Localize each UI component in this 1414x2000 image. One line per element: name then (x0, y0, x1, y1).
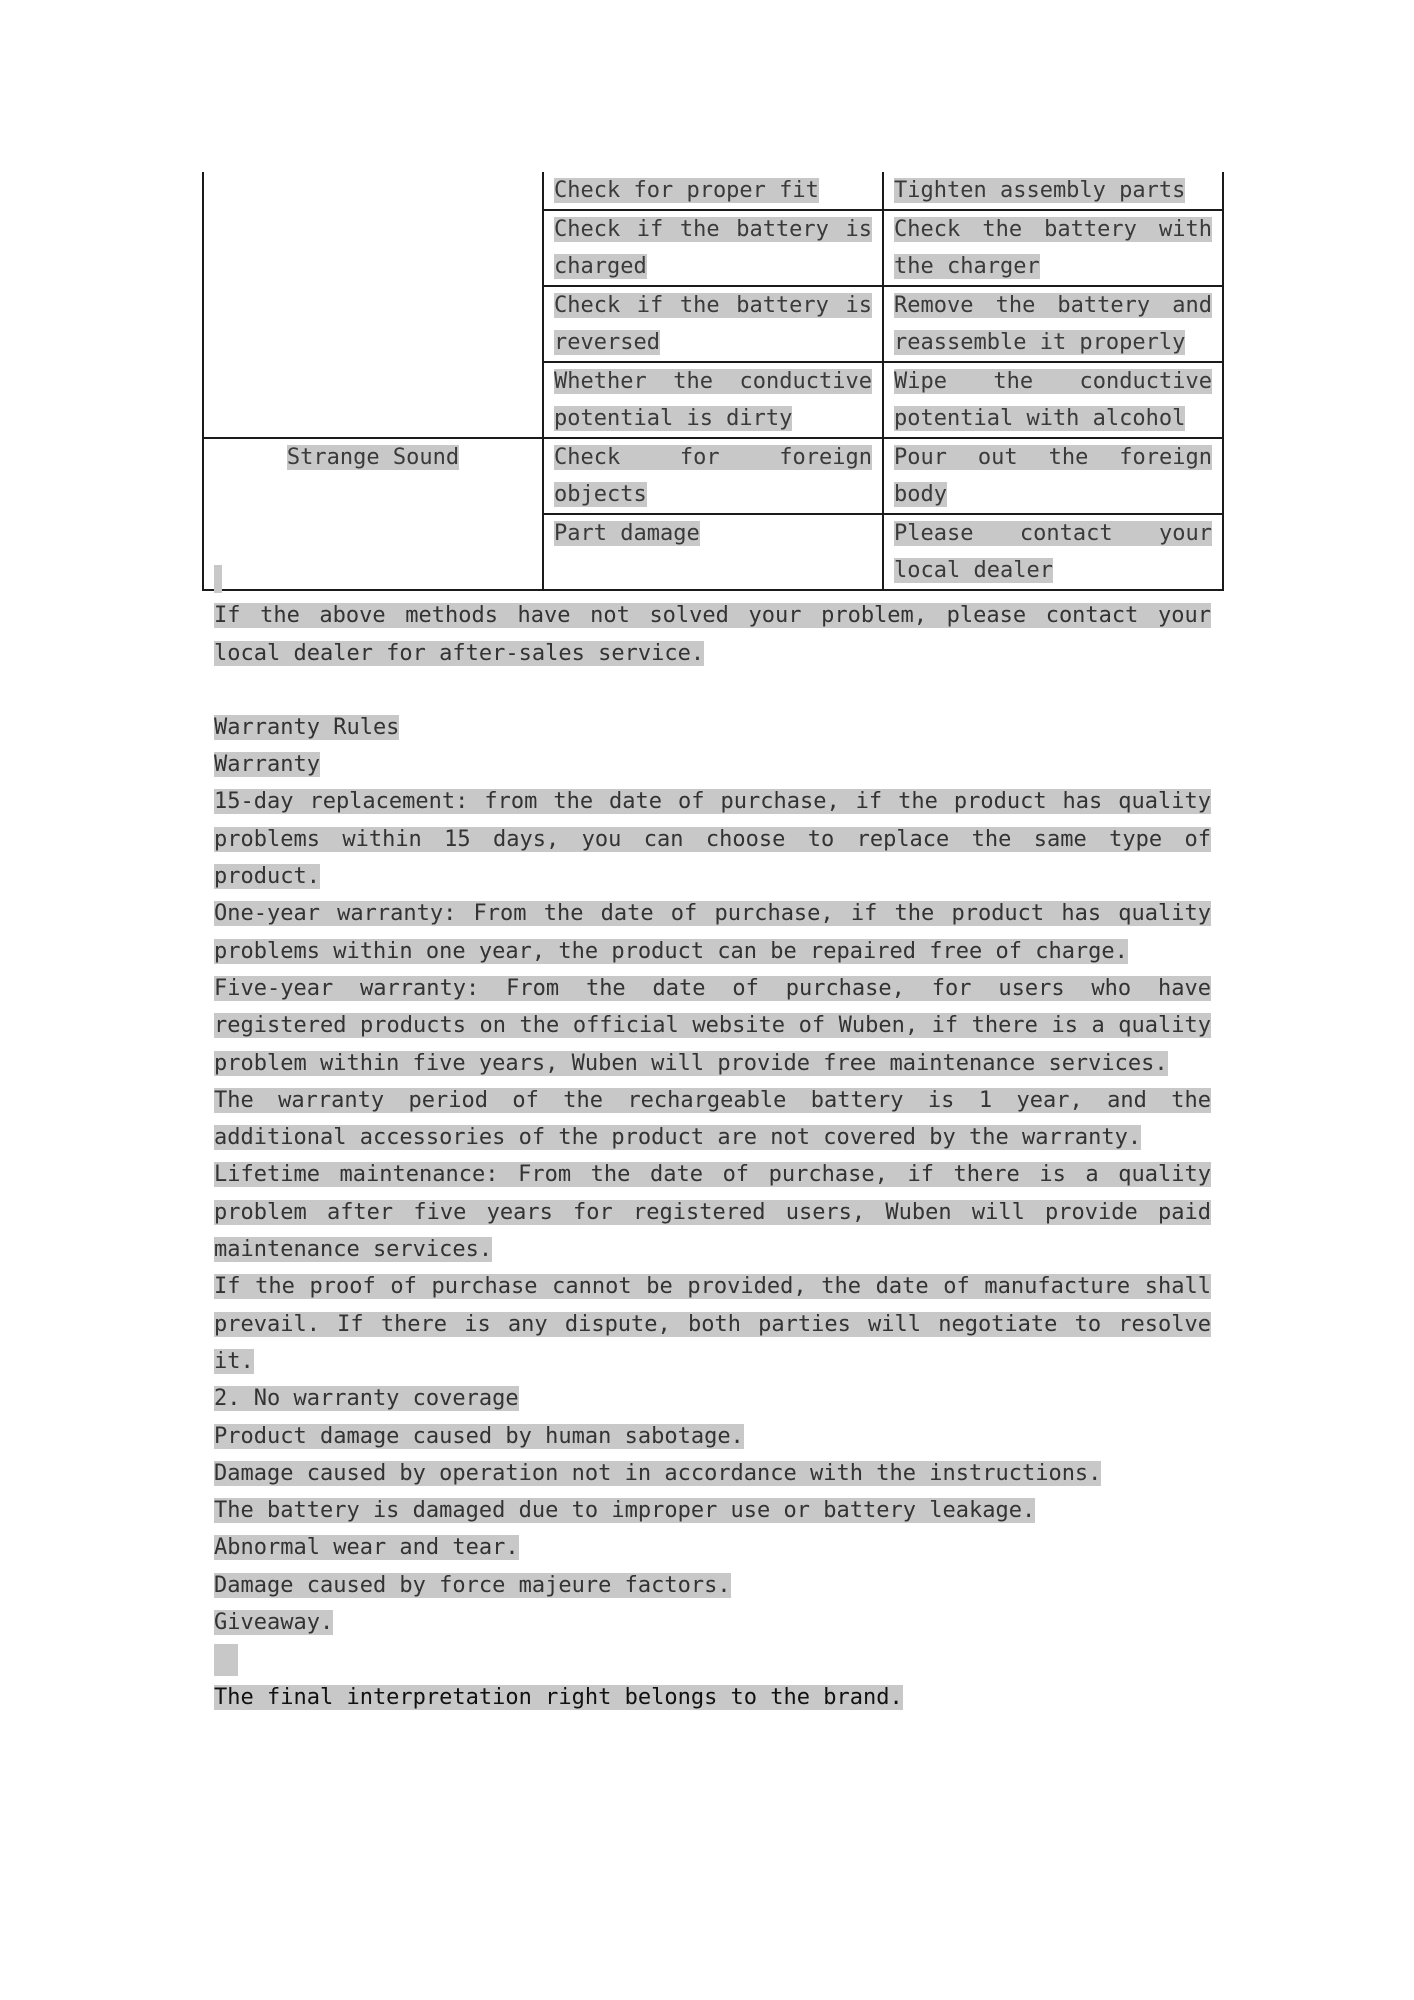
warranty-paragraph: 15-day replacement: from the date of purchase, if the product has quality problems within 15 days, you can choose to replace the same type of product. (214, 789, 1211, 890)
solution-cell: Tighten assembly parts (883, 172, 1223, 210)
warranty-paragraph: Lifetime maintenance: From the date of purchase, if there is a quality problem after five years for registered users, Wuben will provide paid maintenance services. (214, 1162, 1211, 1263)
table-row (203, 172, 1223, 210)
empty-highlight (214, 565, 222, 593)
warranty-paragraph: The warranty period of the rechargeable battery is 1 year, and the additional accessories of the product are not covered by the warranty. (214, 1087, 1211, 1151)
solution-cell: Check the battery with the charger (883, 210, 1223, 286)
problem-cell (203, 210, 543, 286)
list-item: The battery is damaged due to improper use or battery leakage. (214, 1498, 1036, 1524)
solution-cell: Please contact your local dealer (883, 514, 1223, 590)
table-row (203, 362, 1223, 438)
check-cell: Check for foreign objects (543, 438, 883, 514)
warranty-subtitle: Warranty (214, 752, 320, 778)
list-item: Damage caused by force majeure factors. (214, 1572, 731, 1598)
warranty-section-title: Warranty Rules (214, 714, 400, 740)
list-item: Abnormal wear and tear. (214, 1535, 519, 1561)
warranty-paragraph: One-year warranty: From the date of purchase, if the product has quality problems within one year, the product can be repaired free of charge. (214, 901, 1211, 964)
check-cell: Whether the conductive potential is dirty (543, 362, 883, 438)
problem-cell-strange-sound: Strange Sound (203, 438, 543, 514)
final-note: The final interpretation right belongs to the brand. (214, 1684, 903, 1710)
solution-cell: Pour out the foreign body (883, 438, 1223, 514)
list-item: Damage caused by operation not in accordance with the instructions. (214, 1460, 1102, 1486)
solution-cell: Remove the battery and reassemble it properly (883, 286, 1223, 362)
text-cursor-line (214, 560, 1211, 597)
problem-cell (203, 286, 543, 362)
empty-line (214, 1641, 1211, 1678)
check-cell: Check for proper fit (543, 172, 883, 210)
problem-cell (203, 362, 543, 438)
document-body (214, 560, 1211, 1716)
no-warranty-title: 2. No warranty coverage (214, 1386, 519, 1412)
table-row (203, 210, 1223, 286)
check-cell: Check if the battery is charged (543, 210, 883, 286)
check-cell: Check if the battery is reversed (543, 286, 883, 362)
check-cell: Part damage (543, 514, 883, 590)
warranty-paragraph: Five-year warranty: From the date of purchase, for users who have registered products on the official website of Wuben, if there is a quality problem within five years, Wuben will provide free maintenance services. (214, 975, 1211, 1076)
table-row (203, 286, 1223, 362)
table-row (203, 438, 1223, 514)
list-item: Product damage caused by human sabotage. (214, 1423, 744, 1449)
empty-highlight (214, 1644, 238, 1676)
after-sales-note: If the above methods have not solved your problem, please contact your local dealer for after-sales service. (214, 603, 1211, 666)
troubleshooting-table (202, 172, 1224, 591)
list-item: Giveaway. (214, 1610, 334, 1636)
problem-cell (203, 172, 543, 210)
warranty-paragraph: If the proof of purchase cannot be provided, the date of manufacture shall prevail. If there is any dispute, both parties will negotiate to resolve it. (214, 1274, 1211, 1374)
solution-cell: Wipe the conductive potential with alcohol (883, 362, 1223, 438)
